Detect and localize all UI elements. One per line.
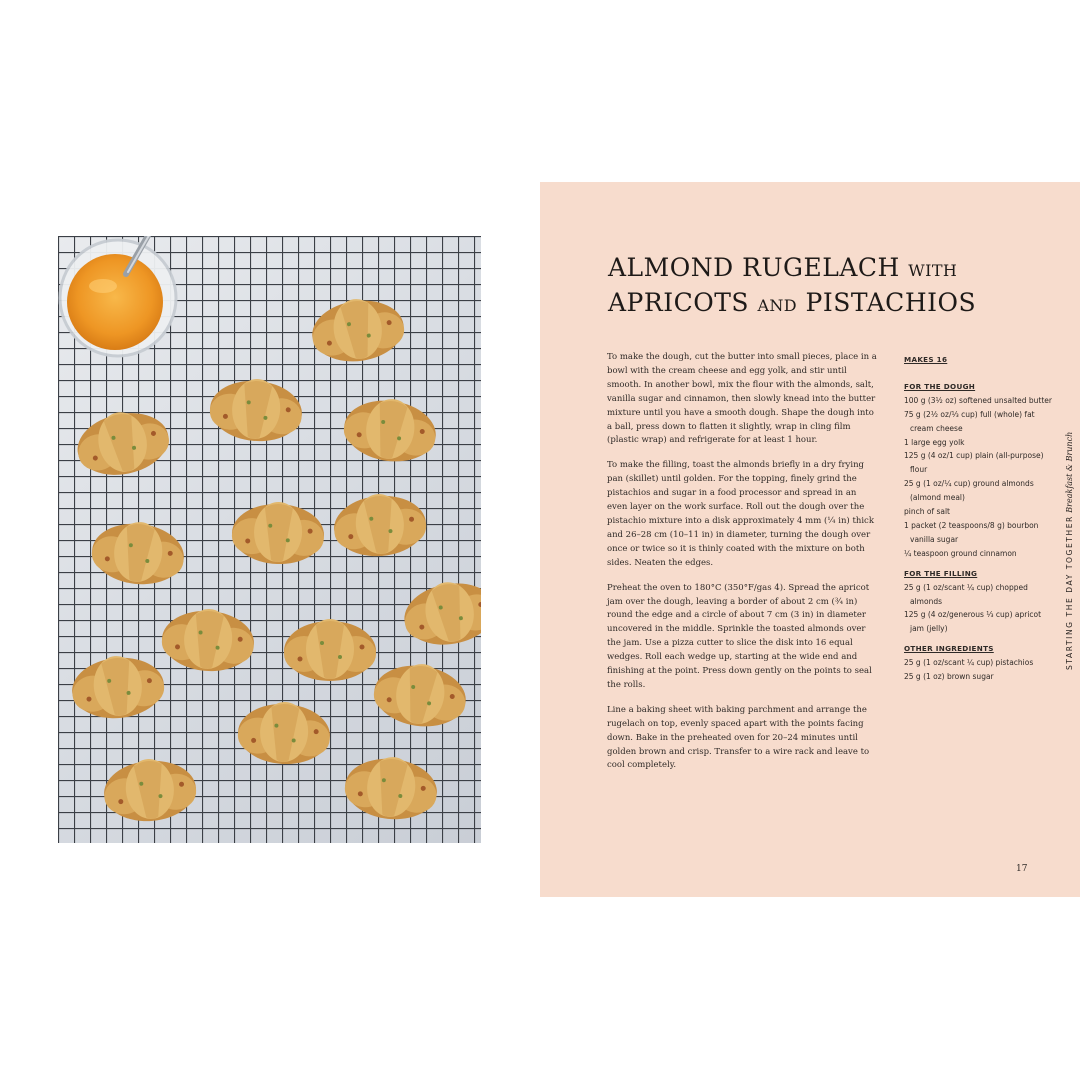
running-header: [1057, 410, 1074, 670]
ingredient-item: 1 packet (2 teaspoons/8 g) bourbon vanilla sugar: [904, 520, 1039, 544]
ingredient-item: 1 large egg yolk: [904, 437, 965, 447]
ingredient-item: 75 g (2½ oz/⅓ cup) full (whole) fat cream cheese: [904, 409, 1035, 433]
method-text: [607, 351, 879, 784]
recipe-title: [608, 252, 976, 322]
ingredient-item: ¼ teaspoon ground cinnamon: [904, 548, 1017, 558]
title-word-apricots: APRICOTS: [608, 288, 749, 317]
title-word-and: AND: [757, 296, 798, 315]
ingredient-item: 100 g (3½ oz) softened unsalted butter: [904, 395, 1052, 405]
method-paragraph: Preheat the oven to 180°C (350°F/gas 4). Spread the apricot jam over the dough, leaving a border of about 2 cm (¾ in) round the edge and a circle of about 7 cm (3 in) in diameter uncovered in the middle. Sprinkle the toasted almonds over the jam. Use a pizza cutter to slice the disk into 16 equal wedges. Roll each wedge up, starting at the wide end and finishing at the point. Press down gently on the points to seal the rolls.: [607, 582, 872, 690]
ingredient-item: pinch of salt: [904, 507, 950, 517]
photo-illustration: [58, 236, 481, 843]
other-heading: OTHER INGREDIENTS: [904, 644, 994, 654]
other-ingredients: [904, 656, 1054, 684]
makes-label: MAKES 16: [904, 355, 948, 364]
ingredients-column: [904, 353, 1054, 684]
rugelach-photo: [58, 236, 481, 843]
ingredient-item: 25 g (1 oz/¼ cup) ground almonds (almond meal): [904, 479, 1034, 503]
page-number: 17: [1016, 864, 1028, 874]
section-subtitle: Breakfast & Brunch: [1065, 431, 1074, 513]
recipe-page: [540, 182, 1080, 897]
ingredient-item: 25 g (1 oz) brown sugar: [904, 672, 994, 682]
title-word-almond-rugelach: ALMOND RUGELACH: [608, 253, 900, 282]
filling-heading: FOR THE FILLING: [904, 568, 978, 578]
section-title: STARTING THE DAY TOGETHER: [1065, 515, 1074, 670]
dough-heading: FOR THE DOUGH: [904, 381, 976, 391]
ingredient-item: 125 g (4 oz/generous ⅓ cup) apricot jam (jelly): [904, 610, 1042, 634]
filling-ingredients: [904, 581, 1054, 637]
ingredient-item: 125 g (4 oz/1 cup) plain (all-purpose) flour: [904, 451, 1044, 475]
dough-ingredients: [904, 394, 1054, 561]
title-word-with: WITH: [908, 261, 958, 280]
method-paragraph: Line a baking sheet with baking parchment and arrange the rugelach on top, evenly spaced apart with the points facing down. Bake in the preheated oven for 20–24 minutes until golden brown and crisp. Transfer to a wire rack and leave to cool completely.: [607, 704, 870, 771]
method-paragraph: To make the dough, cut the butter into small pieces, place in a bowl with the cream cheese and egg yolk, and stir until smooth. In another bowl, mix the flour with the almonds, salt, vanilla sugar and cinnamon, then slowly knead into the butter mixture until you have a smooth dough. Shape the dough into a ball, press down to flatten it slightly, wrap in cling film (plastic wrap) and refrigerate for at least 1 hour.: [607, 352, 877, 446]
method-paragraph: To make the filling, toast the almonds briefly in a dry frying pan (skillet) until golden. For the topping, finely grind the pistachios and sugar in a food processor and spread in an even layer on the work surface. Roll out the dough over the pistachio mixture into a disk approximately 4 mm (¼ in) thick and 26–28 cm (10–11 in) in diameter, turning the dough over once or twice so it is thinly coated with the mixture on both sides. Neaten the edges.: [607, 460, 874, 568]
ingredient-item: 25 g (1 oz/scant ¼ cup) pistachios: [904, 658, 1034, 668]
title-word-pistachios: PISTACHIOS: [805, 288, 977, 317]
ingredient-item: 25 g (1 oz/scant ¼ cup) chopped almonds: [904, 582, 1028, 606]
